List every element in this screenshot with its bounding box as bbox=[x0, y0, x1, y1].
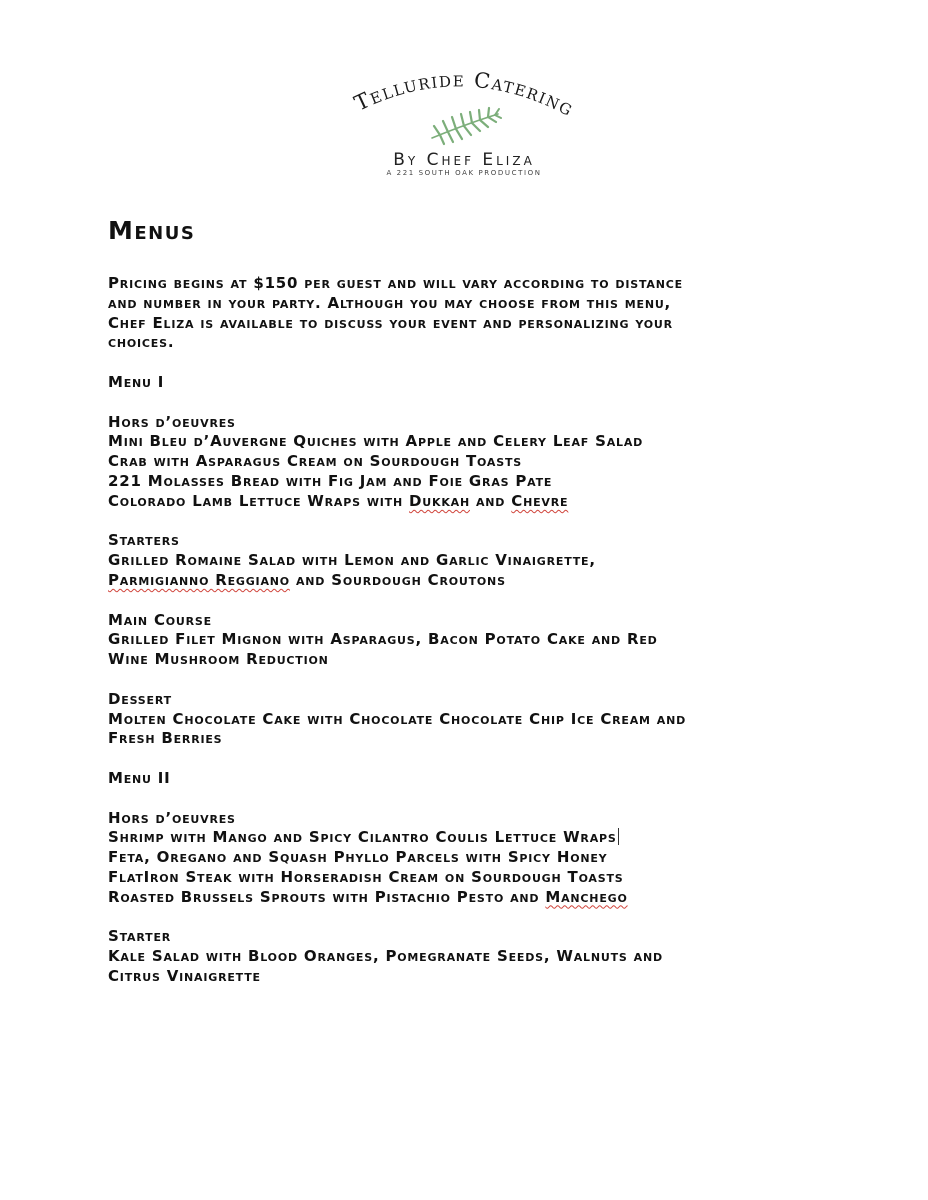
menu-item: Citrus Vinaigrette bbox=[108, 966, 261, 985]
paragraph-line: and number in your party. Although you may choose from this menu, bbox=[108, 293, 672, 312]
rosemary-sprig-icon bbox=[432, 108, 501, 144]
menu-item: Mini Bleu d’Auvergne Quiches with Apple and Celery Leaf Salad bbox=[108, 432, 644, 451]
course-label: Hors d’oeuvres bbox=[108, 808, 236, 827]
pricing-paragraph bbox=[108, 274, 868, 353]
paragraph-line: choices. bbox=[108, 333, 175, 352]
paragraph-line: Chef Eliza is available to discuss your event and personalizing your bbox=[108, 313, 673, 332]
misspelled-word[interactable]: Manchego bbox=[545, 887, 628, 906]
logo-tagline: A 221 SOUTH OAK PRODUCTION bbox=[386, 169, 542, 177]
logo-graphic bbox=[320, 62, 610, 152]
menu-item: Crab with Asparagus Cream on Sourdough Toasts bbox=[108, 452, 522, 471]
catering-logo bbox=[320, 62, 610, 187]
menu-item: Molten Chocolate Cake with Chocolate Chocolate Chip Ice Cream and bbox=[108, 709, 687, 728]
course-label: Dessert bbox=[108, 689, 172, 708]
logo-byline: By Chef Eliza bbox=[393, 150, 535, 170]
misspelled-word[interactable]: Dukkah bbox=[409, 491, 470, 510]
course-starter bbox=[108, 927, 868, 986]
menu-item: 221 Molasses Bread with Fig Jam and Foie Gras Pate bbox=[108, 471, 553, 490]
text-cursor bbox=[618, 828, 619, 845]
course-dessert bbox=[108, 690, 868, 749]
menu-item: Parmigianno Reggiano and Sourdough Croutons bbox=[108, 570, 506, 589]
menu-item: Wine Mushroom Reduction bbox=[108, 650, 329, 669]
course-starters bbox=[108, 531, 868, 590]
menu-item: Feta, Oregano and Squash Phyllo Parcels with Spicy Honey bbox=[108, 848, 608, 867]
menu-item: Kale Salad with Blood Oranges, Pomegranate Seeds, Walnuts and bbox=[108, 947, 663, 966]
menu-item: FlatIron Steak with Horseradish Cream on Sourdough Toasts bbox=[108, 867, 624, 886]
misspelled-word[interactable]: Parmigianno Reggiano bbox=[108, 570, 290, 589]
paragraph-line: Pricing begins at $150 per guest and will vary according to distance bbox=[108, 274, 683, 292]
menu-heading: Menu II bbox=[108, 768, 171, 787]
course-label: Starter bbox=[108, 927, 172, 946]
page-title: Menus bbox=[108, 216, 196, 245]
course-hors-doeuvres bbox=[108, 809, 868, 908]
logo-title: Telluride Catering bbox=[350, 67, 579, 122]
course-label: Main Course bbox=[108, 610, 212, 629]
course-label: Hors d’oeuvres bbox=[108, 412, 236, 431]
menu-item: Roasted Brussels Sprouts with Pistachio Pesto and Manchego bbox=[108, 887, 628, 906]
course-hors-doeuvres bbox=[108, 413, 868, 512]
course-main bbox=[108, 611, 868, 670]
course-label: Starters bbox=[108, 531, 180, 550]
menu-document bbox=[108, 214, 868, 1006]
menu-item: Shrimp with Mango and Spicy Cilantro Coulis Lettuce Wraps bbox=[108, 828, 617, 847]
menu-item: Fresh Berries bbox=[108, 729, 223, 748]
svg-text:Telluride Catering bbox=[351, 67, 579, 121]
menu-item: Grilled Filet Mignon with Asparagus, Bacon Potato Cake and Red bbox=[108, 630, 658, 649]
menu-heading: Menu I bbox=[108, 372, 165, 391]
menu-item: Colorado Lamb Lettuce Wraps with Dukkah and Chevre bbox=[108, 491, 569, 510]
misspelled-word[interactable]: Chevre bbox=[511, 491, 569, 510]
menu-item: Grilled Romaine Salad with Lemon and Garlic Vinaigrette, bbox=[108, 551, 596, 570]
